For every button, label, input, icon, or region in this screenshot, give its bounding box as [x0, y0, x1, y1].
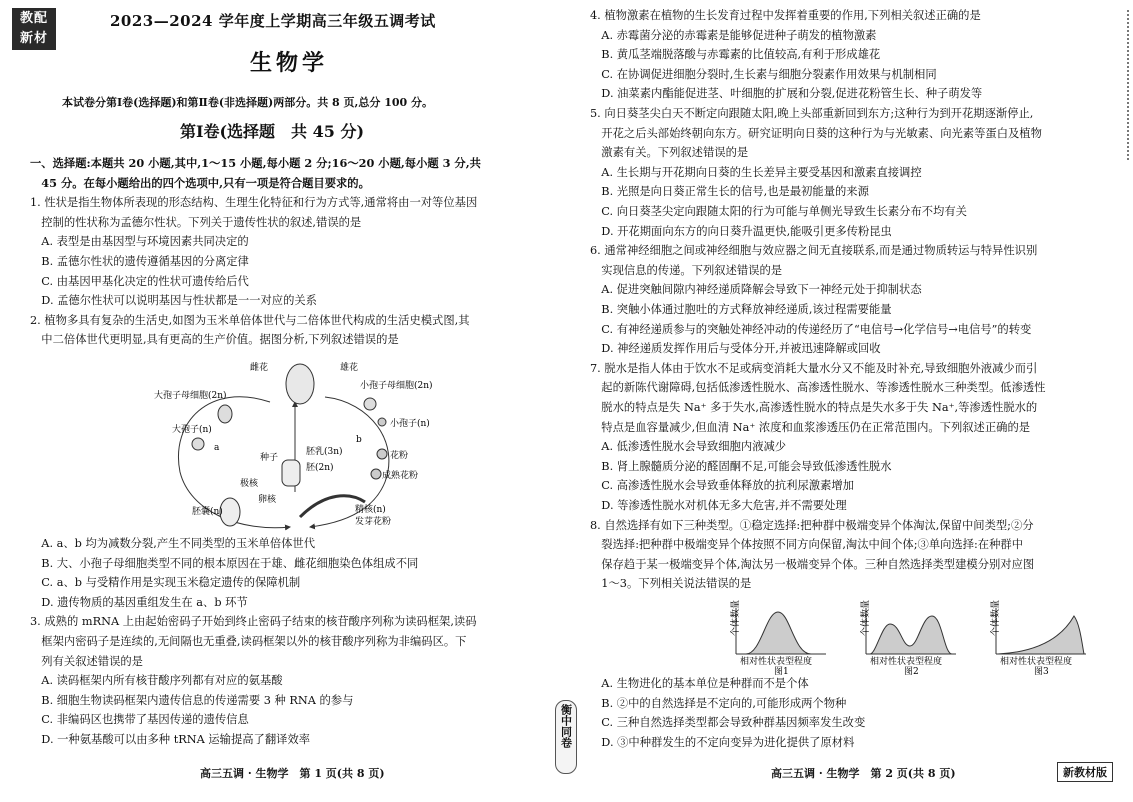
- text-line: B. 孟德尔性状的遗传遵循基因的分离定律: [30, 255, 249, 268]
- svg-text:精核(n): 精核(n): [355, 505, 386, 515]
- svg-text:个体数量: 个体数量: [991, 599, 1001, 636]
- text-line: B. 细胞生物读码框架内遗传信息的传递需要 3 种 RNA 的参与: [30, 693, 354, 707]
- text-line: B. 肾上腺髓质分泌的醛固酮不足,可能会导致低渗透性脱水: [590, 459, 892, 473]
- text-line: 3. 成熟的 mRNA 上由起始密码子开始到终止密码子结束的核苷酸序列称为读码框架,读码: [30, 615, 477, 629]
- pollen-icon: [377, 449, 387, 459]
- svg-text:相对性状表型程度: 相对性状表型程度: [870, 657, 943, 667]
- svg-text:图2: 图2: [904, 667, 919, 677]
- text-line: B. 突触小体通过胞吐的方式释放神经递质,该过程需要能量: [590, 303, 892, 316]
- corn-plant-icon: [286, 364, 314, 404]
- text-line: D. 开花期面向东方的向日葵升温更快,能吸引更多传粉昆虫: [590, 224, 892, 238]
- svg-text:大孢子(n): 大孢子(n): [172, 425, 212, 435]
- embryo-sac-icon: [220, 498, 240, 526]
- svg-text:a: a: [214, 443, 220, 453]
- microspore-icon: [378, 418, 386, 426]
- text-line: 激素有关。下列叙述错误的是: [590, 146, 749, 160]
- text-line: 开花之后头部始终朝向东方。研究证明向日葵的这种行为与光敏素、向光素等蛋白及植物: [590, 126, 1042, 140]
- curve-3: [998, 616, 1084, 654]
- text-line: 保存趋于某一极端变异个体,淘汰另一极端变异个体。三种自然选择类型建模分别对应图: [590, 557, 1035, 571]
- text-line: A. 低渗透性脱水会导致细胞内液减少: [590, 440, 787, 454]
- text-line: 列有关叙述错误的是: [30, 654, 143, 668]
- text-line: 起的新陈代谢障碍,包括低渗透性脱水、高渗透性脱水、等渗透性脱水三种类型。低渗透性: [590, 381, 1046, 395]
- svg-text:大孢子母细胞(2n): 大孢子母细胞(2n): [154, 391, 227, 401]
- left-page: [0, 0, 566, 802]
- text-line: D. ③中种群发生的不定向变异为进化提供了原材料: [590, 735, 855, 749]
- text-line: C. 三种自然选择类型都会导致种群基因频率发生改变: [590, 716, 866, 730]
- text-line: D. 神经递质发挥作用后与受体分开,并被迅速降解或回收: [590, 342, 881, 356]
- text-line: 6. 通常神经细胞之间或神经细胞与效应器之间无直接联系,而是通过物质转运与特异性识别: [590, 244, 1038, 258]
- svg-text:胚乳(3n): 胚乳(3n): [306, 447, 343, 457]
- svg-text:雌花: 雌花: [250, 363, 269, 373]
- svg-text:花粉: 花粉: [390, 451, 409, 461]
- text-line: 2. 植物多具有复杂的生活史,如图为玉米单倍体世代与二倍体世代构成的生活史模式图,其: [30, 313, 470, 327]
- text-line: 中二倍体世代更明显,具有更高的生产价值。据图分析,下列叙述错误的是: [30, 333, 399, 347]
- text-line: A. 读码框架内所有核苷酸序列都有对应的氨基酸: [30, 674, 283, 688]
- text-line: 7. 脱水是指人体由于饮水不足或病变消耗大量水分又不能及时补充,导致细胞外液减少而引: [590, 361, 1038, 375]
- text-line: B. 黄瓜茎端脱落酸与赤霉素的比值较高,有利于形成雄花: [590, 48, 881, 62]
- curve-2: [870, 616, 952, 654]
- text-line: D. 一种氨基酸可以由多种 tRNA 运输提高了翻译效率: [30, 733, 311, 746]
- instructions: 本试卷分第Ⅰ卷(选择题)和第Ⅱ卷(非选择题)两部分。共 8 页,总分 100 分。: [62, 96, 433, 109]
- svg-text:相对性状表型程度: 相对性状表型程度: [1000, 657, 1073, 667]
- text-line: 控制的性状称为孟德尔性状。下列关于遗传性状的叙述,错误的是: [30, 215, 362, 229]
- text-line: B. ②中的自然选择是不定向的,可能形成两个物种: [590, 696, 847, 710]
- text-line: D. 等渗透性脱水对机体无多大危害,并不需要处理: [590, 499, 847, 512]
- text-line: C. 有神经递质参与的突触处神经冲动的传递经历了“电信号→化学信号→电信号”的转变: [590, 322, 1032, 336]
- svg-text:雄花: 雄花: [340, 363, 359, 373]
- svg-text:b: b: [356, 435, 362, 445]
- text-line: 4. 植物激素在植物的生长发育过程中发挥着重要的作用,下列相关叙述正确的是: [590, 9, 981, 22]
- text-line: C. 向日葵茎尖定向跟随太阳的行为可能与单侧光导致生长素分布不均有关: [590, 205, 967, 218]
- text-line: B. 光照是向日葵正常生长的信号,也是最初能量的来源: [590, 185, 869, 199]
- text-line: D. 油菜素内酯能促进茎、叶细胞的扩展和分裂,促进花粉管生长、种子萌发等: [590, 87, 983, 101]
- text-line: A. 生长期与开花期向日葵的生长差异主要受基因和激素直接调控: [590, 165, 922, 179]
- svg-text:小孢子(n): 小孢子(n): [390, 419, 430, 429]
- svg-text:小孢子母细胞(2n): 小孢子母细胞(2n): [360, 381, 433, 391]
- logo: 教配 新材: [12, 8, 56, 50]
- text-line: A. 表型是由基因型与环境因素共同决定的: [30, 235, 249, 249]
- subject-title: 生物学: [250, 50, 329, 76]
- text-line: D. 孟德尔性状可以说明基因与性状都是一一对应的关系: [30, 294, 317, 308]
- right-page: [566, 0, 1133, 802]
- svg-text:胚(2n): 胚(2n): [306, 463, 334, 473]
- megasporocyte-icon: [218, 405, 232, 423]
- footer-right: 高三五调 · 生物学 第 2 页(共 8 页): [771, 767, 956, 780]
- text-line: C. 高渗透性脱水会导致垂体释放的抗利尿激素增加: [590, 479, 854, 493]
- text-line: 8. 自然选择有如下三种类型。①稳定选择:把种群中极端变异个体淘汰,保留中间类型;②分: [590, 518, 1034, 532]
- text-line: 特点是血容量减少,但血清 Na⁺ 浓度和血浆渗透压仍在正常范围内。下列叙述正确的是: [590, 420, 1031, 434]
- text-line: A. 生物进化的基本单位是种群而不是个体: [590, 677, 809, 690]
- text-line: 45 分。在每小题给出的四个选项中,只有一项是符合题目要求的。: [30, 175, 370, 190]
- selection-graphs: [716, 599, 1116, 677]
- text-line: C. a、b 与受精作用是实现玉米稳定遗传的保障机制: [30, 576, 301, 590]
- edition-badge: 新教材版: [1057, 762, 1113, 782]
- megaspore-icon: [192, 438, 204, 450]
- text-line: C. 由基因甲基化决定的性状可遗传给后代: [30, 274, 249, 288]
- curve-1: [746, 612, 811, 654]
- text-line: B. 大、小孢子母细胞类型不同的根本原因在于雄、雌花细胞染色体组成不同: [30, 556, 419, 570]
- svg-text:图3: 图3: [1034, 667, 1049, 677]
- text-line: A. a、b 均为减数分裂,产生不同类型的玉米单倍体世代: [30, 537, 316, 550]
- text-line: 1～3。下列相关说法错误的是: [590, 577, 752, 591]
- seed-icon: [282, 460, 300, 486]
- exam-title: 2023—2024 学年度上学期高三年级五调考试: [110, 12, 436, 30]
- footer-left: 高三五调 · 生物学 第 1 页(共 8 页): [200, 767, 385, 780]
- stamp: 衡中同卷: [555, 700, 577, 774]
- text-line: 一、选择题:本题共 20 小题,其中,1～15 小题,每小题 2 分;16～20 小题,每小题 3 分,共: [30, 156, 481, 170]
- svg-text:卵核: 卵核: [258, 495, 277, 505]
- text-line: A. 赤霉菌分泌的赤霉素是能够促进种子萌发的植物激素: [590, 28, 877, 42]
- mature-pollen-icon: [371, 469, 381, 479]
- text-line: 脱水的特点是失 Na⁺ 多于失水,高渗透性脱水的特点是失水多于失 Na⁺,等渗透性脱水的: [590, 401, 1038, 414]
- text-line: C. 非编码区也携带了基因传递的遗传信息: [30, 713, 249, 727]
- text-line: 实现信息的传递。下列叙述错误的是: [590, 263, 783, 277]
- text-line: D. 遗传物质的基因重组发生在 a、b 环节: [30, 595, 248, 609]
- text-line: 1. 性状是指生物体所表现的形态结构、生理生化特征和行为方式等,通常将由一对等位基因: [30, 196, 478, 210]
- section-title: 第Ⅰ卷(选择题 共 45 分): [180, 122, 365, 141]
- svg-text:种子: 种子: [260, 453, 279, 463]
- graph-3: [989, 600, 1086, 677]
- graph-1: [729, 600, 826, 677]
- text-line: C. 在协调促进细胞分裂时,生长素与细胞分裂素作用效果与机制相同: [590, 67, 937, 81]
- text-line: 裂选择:把种群中极端变异个体按照不同方向保留,淘汰中间个体;③单向选择:在种群中: [590, 538, 1023, 552]
- svg-text:极核: 极核: [240, 479, 259, 489]
- svg-text:成熟花粉: 成熟花粉: [382, 471, 419, 481]
- text-line: 框架内密码子是连续的,无间隔也无重叠,读码框架以外的核苷酸序列称为非编码区。下: [30, 635, 467, 648]
- svg-text:发芽花粉: 发芽花粉: [355, 517, 392, 527]
- microsporocyte-icon: [364, 398, 376, 410]
- svg-text:个体数量: 个体数量: [731, 599, 741, 636]
- binding-dots: [1123, 10, 1129, 160]
- graph-2: [859, 600, 956, 677]
- svg-text:相对性状表型程度: 相对性状表型程度: [740, 657, 813, 667]
- text-line: A. 促进突触间隙内神经递质降解会导致下一神经元处于抑制状态: [590, 283, 922, 297]
- svg-text:个体数量: 个体数量: [861, 599, 871, 636]
- life-cycle-diagram: [150, 362, 433, 537]
- svg-text:图1: 图1: [774, 667, 789, 677]
- svg-text:胚囊(n): 胚囊(n): [192, 507, 223, 517]
- text-line: 5. 向日葵茎尖白天不断定向跟随太阳,晚上头部重新回到东方;这种行为到开花期逐渐停止,: [590, 107, 1034, 120]
